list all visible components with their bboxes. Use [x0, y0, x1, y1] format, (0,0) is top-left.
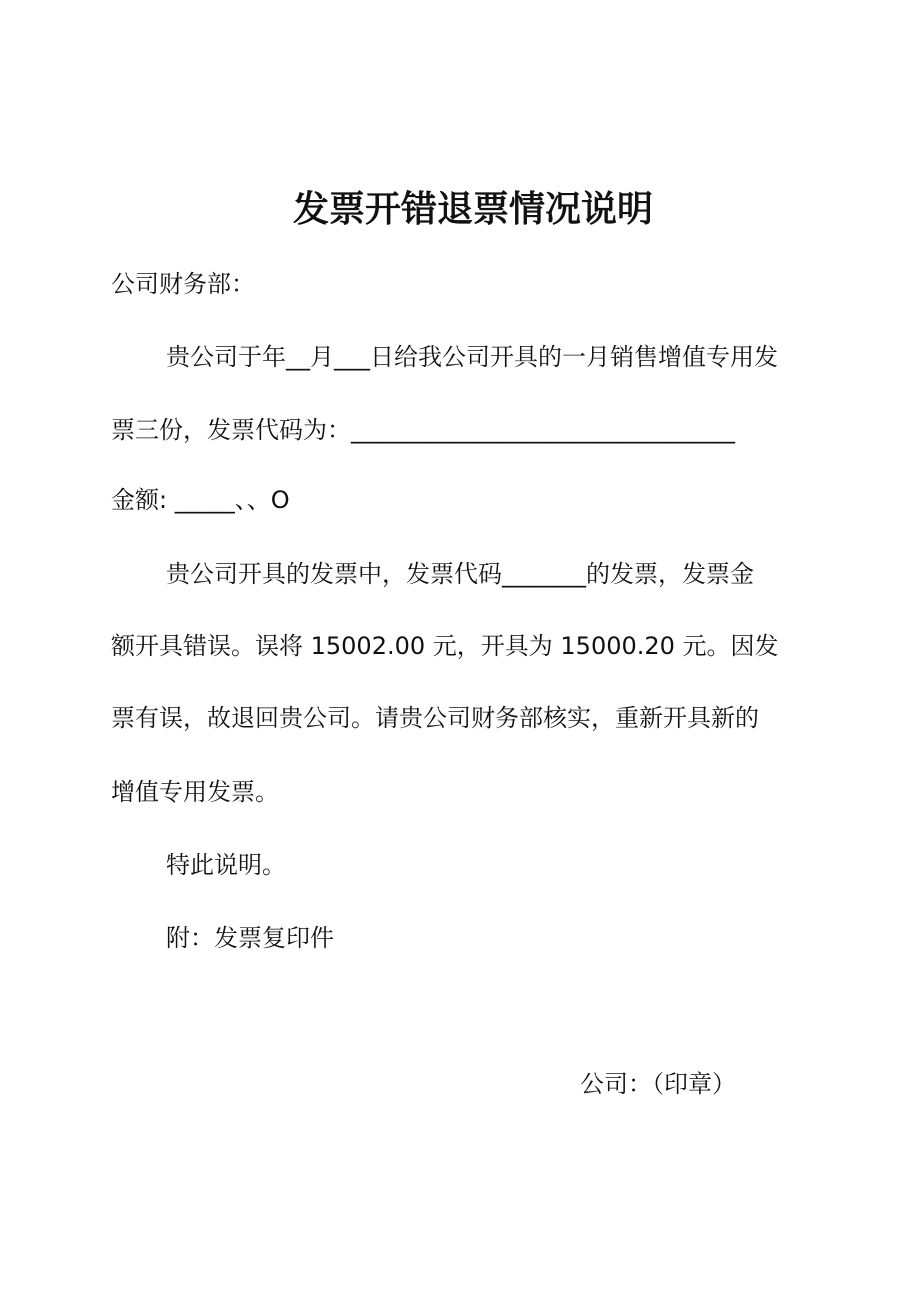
body-line-3: 金额: _____、、O	[111, 486, 290, 514]
body-line-2: 票三份，发票代码为：________________________________	[111, 416, 735, 444]
salutation: 公司财务部：	[111, 270, 255, 298]
attachment-note: 附：发票复印件	[166, 924, 334, 952]
body-line-1: 贵公司于年__月___日给我公司开具的一月销售增值专用发	[166, 343, 778, 371]
company-signature: 公司：（印章）	[580, 1070, 736, 1098]
body-line-4: 贵公司开具的发票中，发票代码_______的发票，发票金	[166, 560, 754, 588]
document-title: 发票开错退票情况说明	[292, 189, 653, 230]
body-line-5: 额开具错误。误将 15002.00 元，开具为 15000.20 元。因发	[111, 632, 779, 660]
body-line-6: 票有误，故退回贵公司。请贵公司财务部核实，重新开具新的	[111, 704, 759, 732]
body-line-7: 增值专用发票。	[111, 778, 279, 806]
closing-text: 特此说明。	[166, 851, 286, 879]
